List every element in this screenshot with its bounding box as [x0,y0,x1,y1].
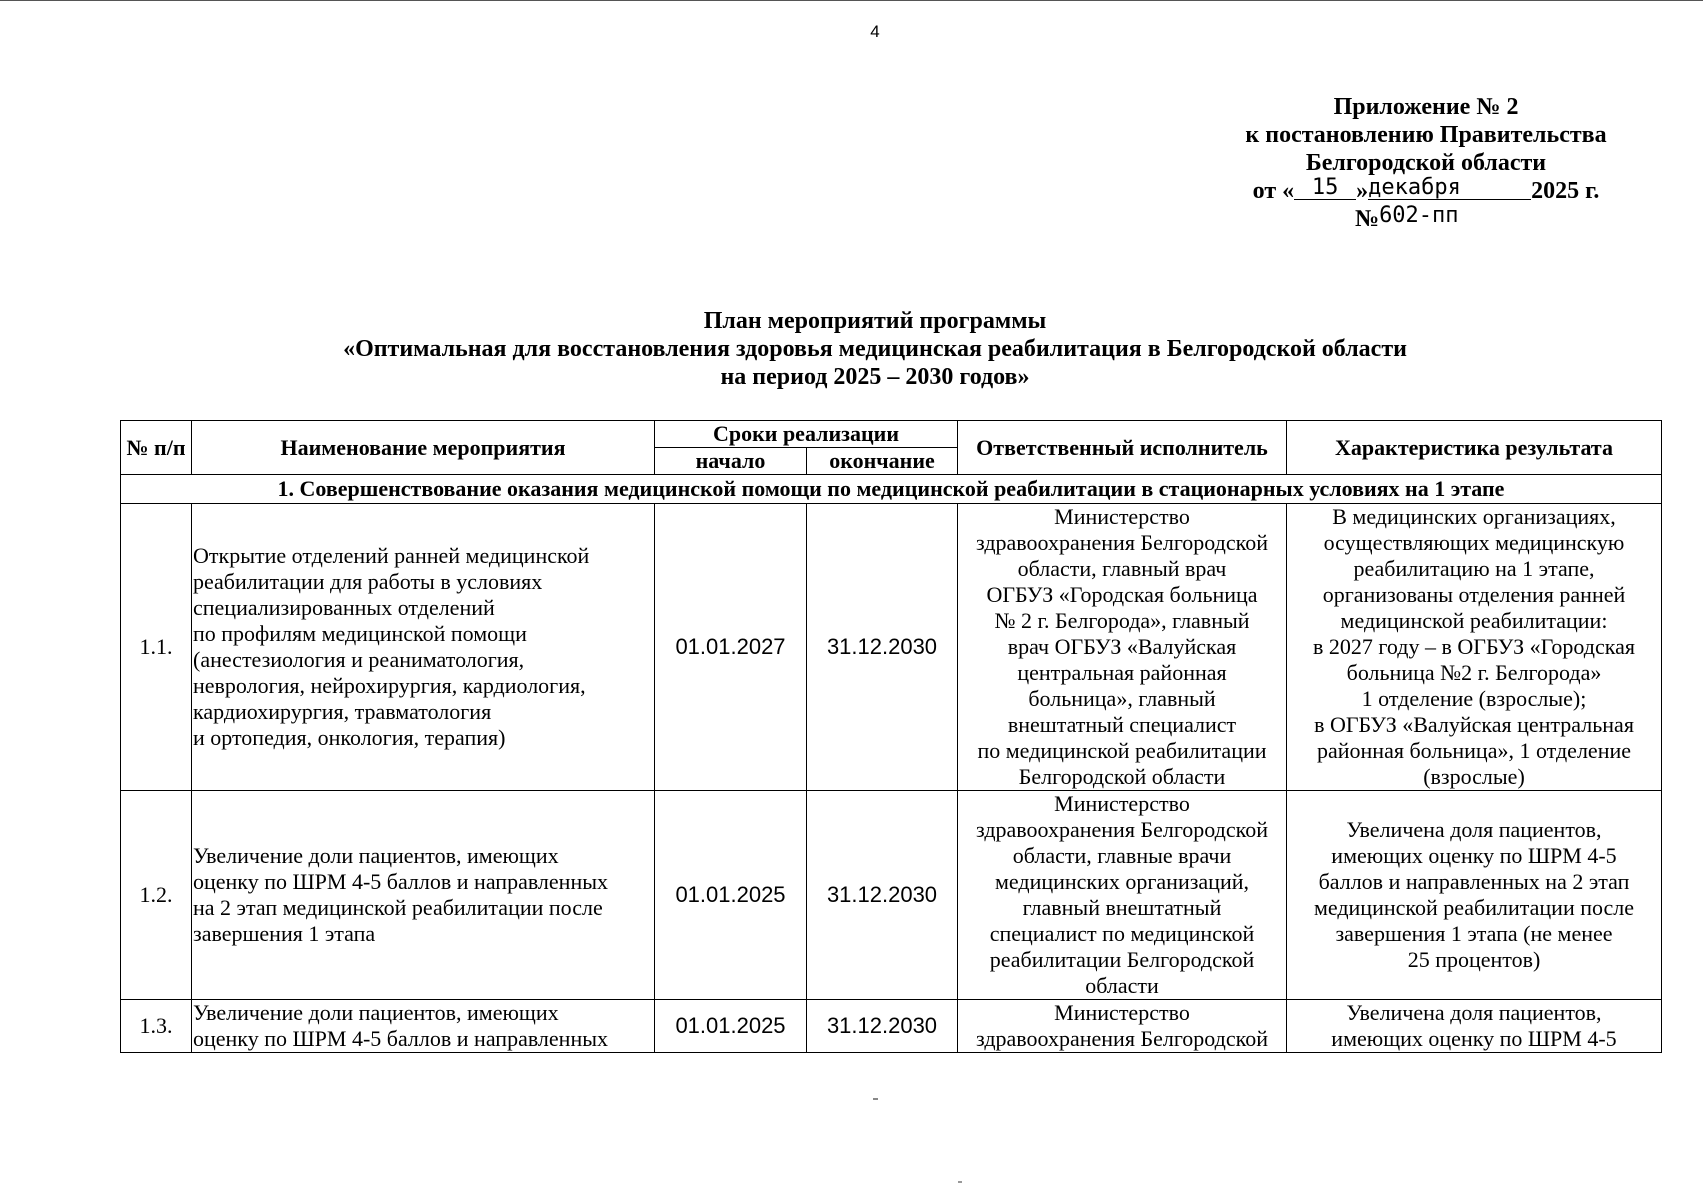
row-end-date: 31.12.2030 [807,791,958,1000]
row-number: 1.3. [121,1000,192,1053]
row-name-line: специализированных отделений [193,595,495,620]
table-row [121,504,1662,791]
row-result-line: (взрослые) [1423,764,1525,789]
row-result-line: в 2027 году – в ОГБУЗ «Городская [1313,634,1635,659]
row-result-line: имеющих оценку по ШРМ 4-5 [1331,1026,1617,1051]
row-result [1287,1000,1662,1053]
row-result-line: реабилитацию на 1 этапе, [1353,556,1595,581]
date-year: 2025 г. [1531,178,1600,204]
scan-speck [958,1181,962,1183]
plan-table [120,420,1662,1053]
row-result-line: организованы отделения ранней [1322,582,1626,607]
row-responsible [958,791,1287,1000]
header-num: № п/п [121,421,192,475]
row-responsible-line: реабилитации Белгородской [989,947,1255,972]
row-name-line: оценку по ШРМ 4-5 баллов и направленных [193,1026,609,1051]
row-responsible [958,1000,1287,1053]
row-name-line: и ортопедия, онкология, терапия) [193,725,506,750]
table-row [121,791,1662,1000]
row-responsible-line: № 2 г. Белгорода», главный [994,608,1250,633]
row-start-date: 01.01.2025 [655,1000,807,1053]
top-edge-line [0,0,1703,1]
row-responsible-line: медицинских организаций, [994,869,1250,894]
title-line-1: План мероприятий программы [703,308,1047,334]
row-name-line: оценку по ШРМ 4-5 баллов и направленных [193,869,609,894]
row-name-line: (анестезиология и реаниматология, [193,647,525,672]
row-result-line: В медицинских организациях, [1332,504,1616,529]
date-prefix: от « [1252,178,1295,204]
appendix-block [1196,93,1656,233]
row-responsible-line: Министерство [1054,1000,1190,1025]
row-name-line: неврология, нейрохирургия, кардиология, [193,673,586,698]
row-result-line: Увеличена доля пациентов, [1346,1000,1602,1025]
row-responsible-line: главный внештатный [1022,895,1222,920]
title-line-3: на период 2025 – 2030 годов» [720,364,1030,390]
appendix-region: Белгородской области [1305,150,1547,176]
row-name-line: реабилитации для работы в условиях [193,569,543,594]
handwritten-number: 602-пп [1379,203,1459,228]
section-row [121,475,1662,504]
row-responsible-line: Белгородской области [1018,764,1226,789]
row-number: 1.2. [121,791,192,1000]
row-result-line: осуществляющих медицинскую [1323,530,1625,555]
row-responsible-line: по медицинской реабилитации [977,738,1267,763]
row-name-line: Увеличение доли пациентов, имеющих [193,843,559,868]
appendix-number-line [1196,205,1656,233]
header-responsible: Ответственный исполнитель [958,421,1287,475]
row-responsible-line: области [1085,973,1159,998]
row-result-line: медицинской реабилитации: [1340,608,1608,633]
row-result-line: больница №2 г. Белгорода» [1346,660,1602,685]
section-title: 1. Совершенствование оказания медицинской помощи по медицинской реабилитации в стационарных условиях на 1 этапе [121,475,1662,504]
title-line-2: «Оптимальная для восстановления здоровья медицинская реабилитация в Белгородской области [343,336,1407,362]
row-responsible-line: ОГБУЗ «Городская больница [986,582,1258,607]
header-start: начало [655,448,807,475]
row-result-line: 25 процентов) [1407,947,1541,972]
appendix-title: Приложение № 2 [1333,94,1519,120]
header-period: Сроки реализации [655,421,958,448]
header-end: окончание [807,448,958,475]
row-responsible-line: области, главный врач [1017,556,1227,581]
row-responsible-line: врач ОГБУЗ «Валуйская [1007,634,1237,659]
row-responsible-line: Министерство [1054,504,1190,529]
row-responsible [958,504,1287,791]
row-responsible-line: внештатный специалист [1007,712,1237,737]
appendix-subtitle: к постановлению Правительства [1245,122,1607,148]
row-end-date: 31.12.2030 [807,1000,958,1053]
row-result-line: в ОГБУЗ «Валуйская центральная [1314,712,1634,737]
row-responsible-line: здравоохранения Белгородской [976,1026,1268,1051]
row-name-line: на 2 этап медицинской реабилитации после [193,895,603,920]
row-name-line: Увеличение доли пациентов, имеющих [193,1000,559,1025]
row-name [192,504,655,791]
page-number: 4 [870,22,880,41]
number-prefix: № [1354,206,1380,232]
handwritten-month: декабря [1368,177,1531,200]
row-name-line: завершения 1 этапа [193,921,376,946]
row-responsible-line: здравоохранения Белгородской [976,817,1268,842]
row-responsible-line: больница», главный [1028,686,1216,711]
date-mid: » [1356,178,1369,204]
row-start-date: 01.01.2027 [655,504,807,791]
row-responsible-line: специалист по медицинской [989,921,1255,946]
row-responsible-line: здравоохранения Белгородской [976,530,1268,555]
header-name: Наименование мероприятия [192,421,655,475]
row-result-line: Увеличена доля пациентов, [1346,817,1602,842]
row-responsible-line: области, главные врачи [1012,843,1232,868]
row-result-line: баллов и направленных на 2 этап [1318,869,1630,894]
header-result: Характеристика результата [1287,421,1662,475]
document-title [0,307,1703,391]
handwritten-day: 15 [1294,177,1356,200]
row-result [1287,504,1662,791]
row-result-line: 1 отделение (взрослые); [1361,686,1587,711]
scan-speck [873,1098,878,1100]
row-name-line: кардиохирургия, травматология [193,699,492,724]
row-responsible-line: Министерство [1054,791,1190,816]
row-name-line: Открытие отделений ранней медицинской [193,543,590,568]
row-result-line: имеющих оценку по ШРМ 4-5 [1331,843,1617,868]
table-row [121,1000,1662,1053]
row-result-line: медицинской реабилитации после [1313,895,1635,920]
table-header-row [121,421,1662,448]
row-number: 1.1. [121,504,192,791]
row-end-date: 31.12.2030 [807,504,958,791]
row-responsible-line: центральная районная [1017,660,1227,685]
row-result [1287,791,1662,1000]
row-result-line: районная больница», 1 отделение [1316,738,1631,763]
row-name [192,1000,655,1053]
row-name-line: по профилям медицинской помощи [193,621,527,646]
row-name [192,791,655,1000]
row-start-date: 01.01.2025 [655,791,807,1000]
row-result-line: завершения 1 этапа (не менее [1335,921,1613,946]
appendix-date-line [1196,177,1656,205]
